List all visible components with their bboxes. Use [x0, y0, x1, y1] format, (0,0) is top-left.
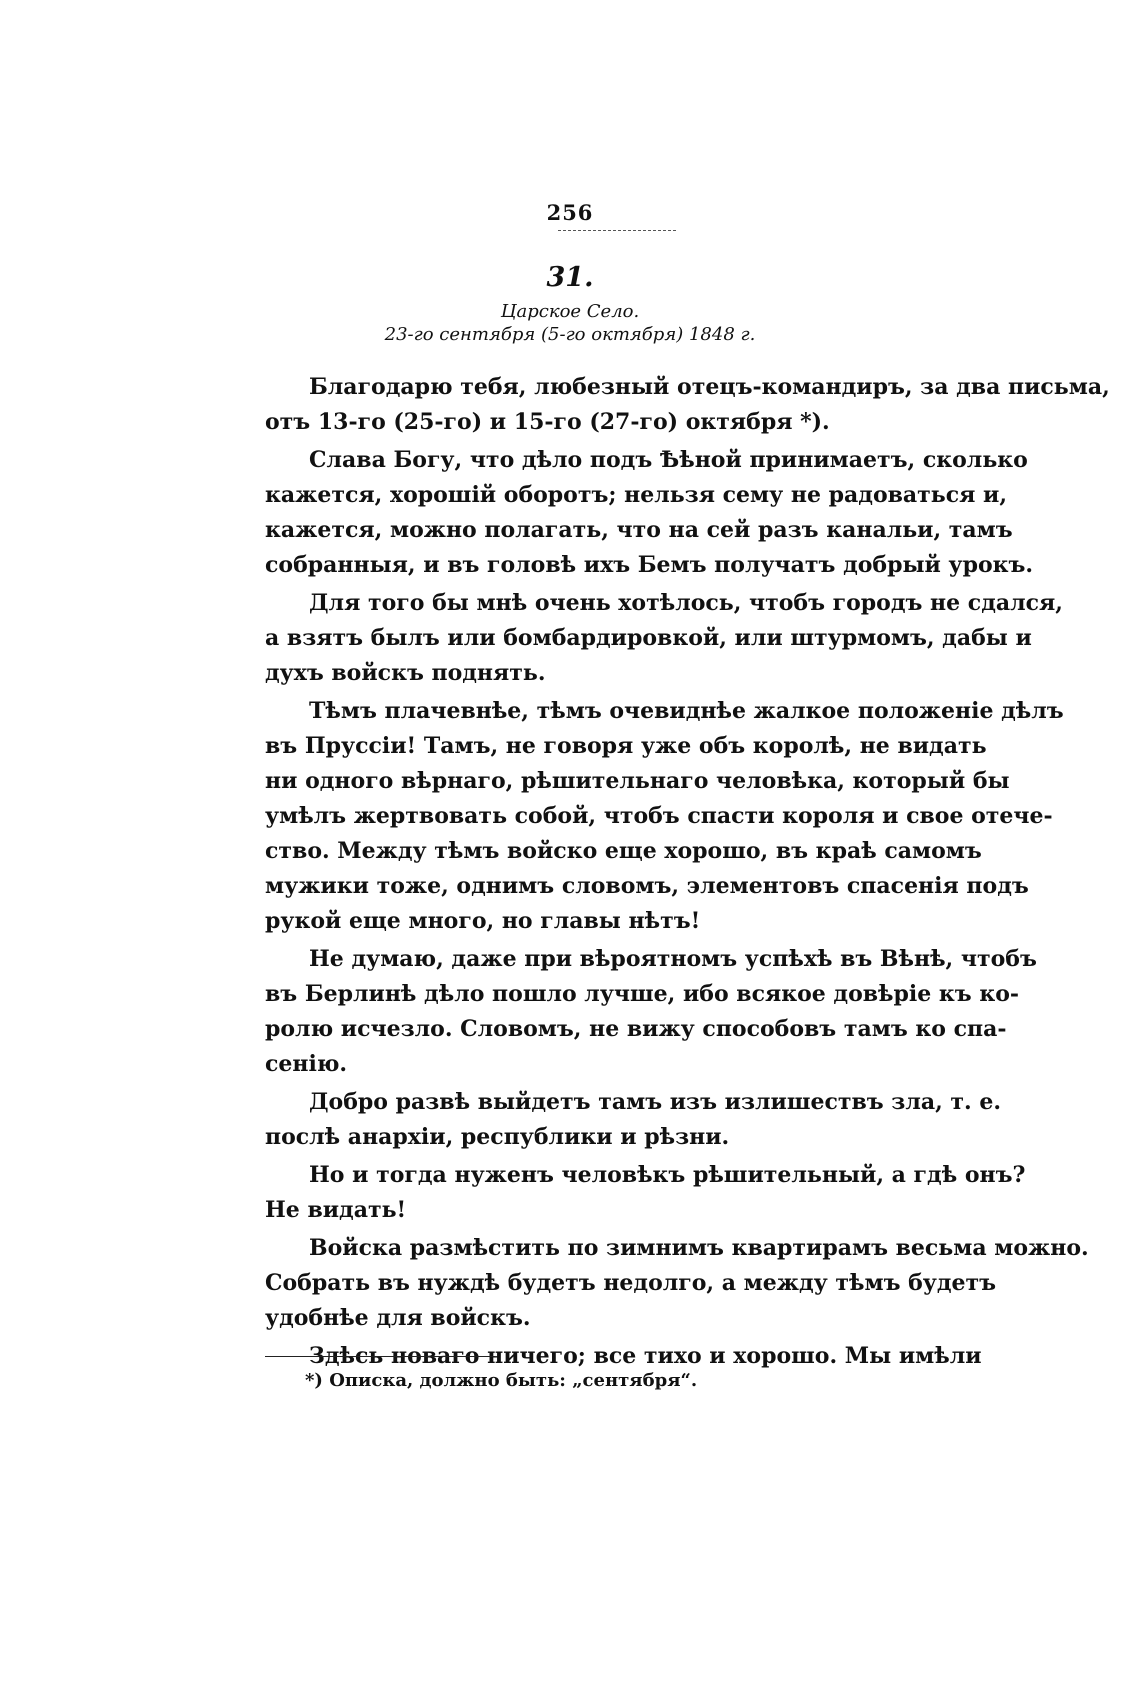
- text-line: Не видать!: [265, 1197, 407, 1223]
- text-line: мужики тоже, однимъ словомъ, элементовъ спасенія подъ: [265, 873, 1029, 899]
- text-line: ролю исчезло. Словомъ, не вижу способовъ тамъ ко спа-: [265, 1016, 1007, 1042]
- letter-number: 31.: [546, 262, 594, 293]
- text-line: Слава Богу, что дѣло подъ Ѣѣной принимаетъ, сколько: [309, 447, 1028, 473]
- page-number: 256: [546, 200, 594, 225]
- text-line: собранныя, и въ головѣ ихъ Бемъ получатъ добрый урокъ.: [265, 552, 1034, 578]
- text-line: умѣлъ жертвовать собой, чтобъ спасти короля и свое отече-: [265, 803, 1053, 829]
- letter-place: Царское Село.: [500, 301, 640, 322]
- letter-body: [265, 370, 1110, 1374]
- text-line: Войска размѣстить по зимнимъ квартирамъ весьма можно.: [309, 1235, 1089, 1261]
- text-line: Собрать въ нуждѣ будетъ недолго, а между тѣмъ будетъ: [265, 1270, 997, 1296]
- text-line: кажется, хорошій оборотъ; нельзя сему не радоваться и,: [265, 482, 1008, 508]
- text-line: Добро развѣ выйдетъ тамъ изъ излишествъ зла, т. е.: [309, 1089, 1002, 1115]
- text-line: послѣ анархіи, республики и рѣзни.: [265, 1124, 730, 1150]
- text-line: Тѣмъ плачевнѣе, тѣмъ очевиднѣе жалкое положеніе дѣлъ: [309, 698, 1064, 724]
- text-line: Но и тогда нуженъ человѣкъ рѣшительный, а гдѣ онъ?: [309, 1162, 1026, 1188]
- text-line: духъ войскъ поднять.: [265, 660, 546, 686]
- text-line: Благодарю тебя, любезный отецъ-командиръ, за два письма,: [309, 374, 1110, 400]
- text-line: въ Пруссіи! Тамъ, не говоря уже объ королѣ, не видать: [265, 733, 987, 759]
- text-line: сенію.: [265, 1051, 348, 1077]
- text-line: Здѣсь новаго ничего; все тихо и хорошо. Мы имѣли: [309, 1343, 982, 1369]
- letter-date: 23-го сентября (5-го октября) 1848 г.: [384, 324, 756, 345]
- text-line: ство. Между тѣмъ войско еще хорошо, въ краѣ самомъ: [265, 838, 982, 864]
- text-line: въ Берлинѣ дѣло пошло лучше, ибо всякое довѣріе къ ко-: [265, 981, 1020, 1007]
- text-line: отъ 13-го (25-го) и 15-го (27-го) октября *).: [265, 409, 830, 435]
- text-line: а взятъ былъ или бомбардировкой, или штурмомъ, дабы и: [265, 625, 1032, 651]
- footnote-rule: [265, 1356, 495, 1357]
- text-line: Для того бы мнѣ очень хотѣлось, чтобъ городъ не сдался,: [309, 590, 1063, 616]
- footnote: *) Описка, должно быть: „сентября“.: [305, 1370, 698, 1391]
- text-line: удобнѣе для войскъ.: [265, 1305, 531, 1331]
- text-line: рукой еще много, но главы нѣтъ!: [265, 908, 701, 934]
- text-line: Не думаю, даже при вѣроятномъ успѣхѣ въ Вѣнѣ, чтобъ: [309, 946, 1037, 972]
- text-line: кажется, можно полагать, что на сей разъ канальи, тамъ: [265, 517, 1013, 543]
- page-number-rule: [558, 230, 676, 231]
- text-line: ни одного вѣрнаго, рѣшительнаго человѣка, который бы: [265, 768, 1010, 794]
